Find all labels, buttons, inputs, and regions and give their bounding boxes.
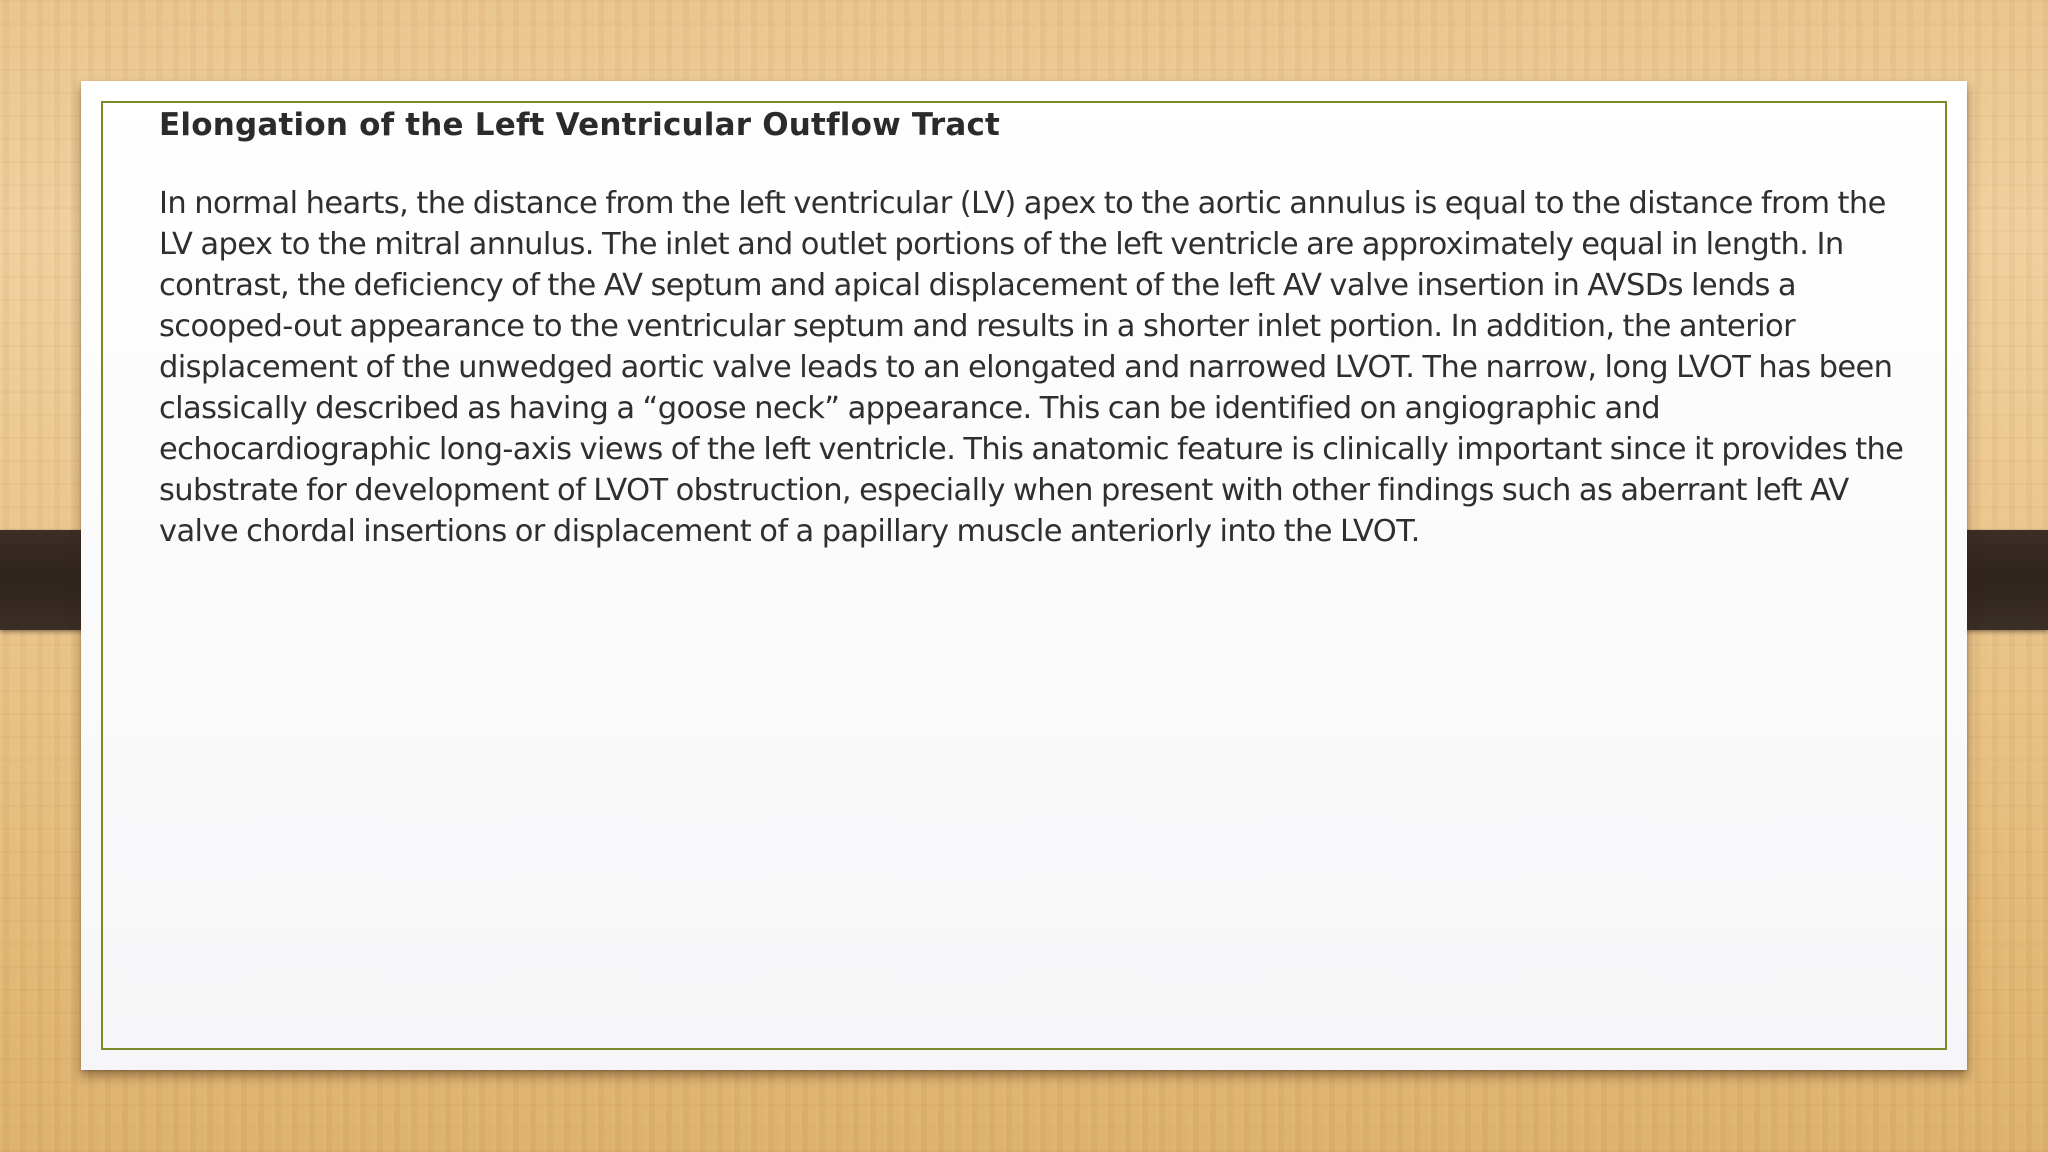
slide-card bbox=[81, 81, 1967, 1070]
slide-content bbox=[159, 101, 1909, 552]
slide-body-text: In normal hearts, the distance from the left ventricular (LV) apex to the aortic annulus is equal to the distance from the LV apex to the mitral annulus. The inlet and outlet portions of the left ventricle are approximately equal in length. In contrast, the deficiency of the AV septum and apical displacement of the left AV valve insertion in AVSDs lends a scooped-out appearance to the ventricular septum and results in a shorter inlet portion. In addition, the anterior displacement of the unwedged aortic valve leads to an elongated and narrowed LVOT. The narrow, long LVOT has been classically described as having a “goose neck” appearance. This can be identified on angiographic and echocardiographic long-axis views of the left ventricle. This anatomic feature is clinically important since it provides the substrate for development of LVOT obstruction, especially when present with other findings such as aberrant left AV valve chordal insertions or displacement of a papillary muscle anteriorly into the LVOT. bbox=[159, 186, 1904, 549]
slide-title: Elongation of the Left Ventricular Outflow Tract bbox=[159, 107, 1001, 143]
